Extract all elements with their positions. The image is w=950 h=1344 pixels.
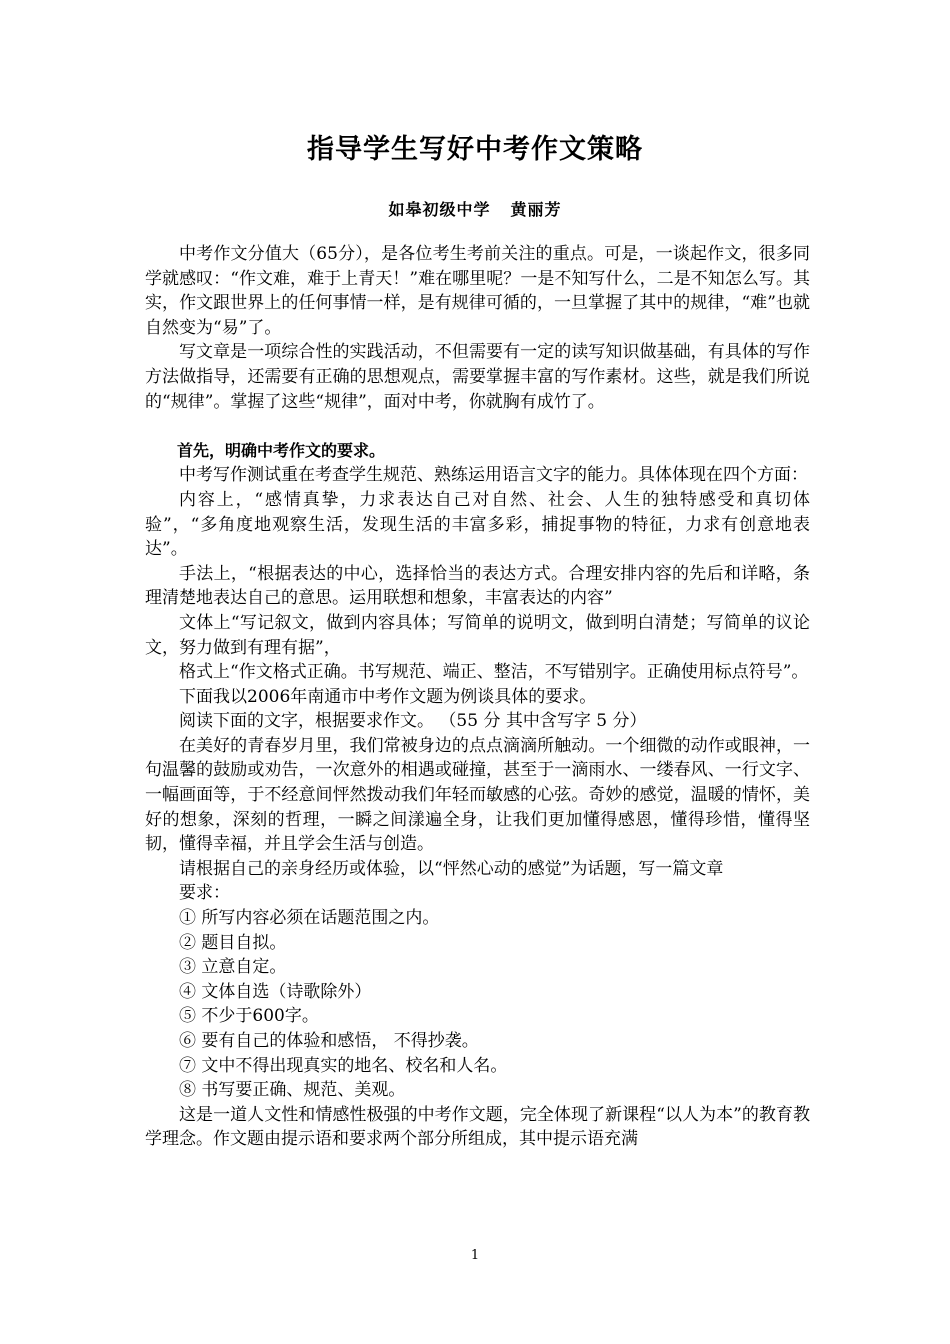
requirement-item: ⑤ 不少于600字。 [179,1006,319,1027]
section-heading: 首先，明确中考作文的要求。 [177,440,386,460]
prompt-paragraph: 在美好的青春岁月里，我们常被身边的点点滴滴所触动。一个细微的动作或眼神，一句温馨的鼓励或劝告，一次意外的相遇或碰撞，甚至于一滴雨水、一缕春风、一行文字、一幅画面等，于不经意间怦然拨动我们年轻而敏感的心弦。奇妙的感觉，温暖的情怀，美好的想象，深刻的哲理，一瞬之间漾遍全身，让我们更加懂得感恩，懂得珍惜，懂得坚韧，懂得幸福，并且学会生活与创造。 [145,735,810,855]
author-name: 黄丽芳 [510,200,562,219]
paragraph: 下面我以2006年南通市中考作文题为例谈具体的要求。 [179,686,597,707]
paragraph: 格式上“作文格式正确。书写规范、端正、整洁，不写错别字。正确使用标点符号”。 [179,662,809,683]
paragraph: 阅读下面的文字，根据要求作文。 （55 分 其中含写字 5 分） [179,711,647,732]
requirement-item: ① 所写内容必须在话题范围之内。 [179,908,440,929]
requirement-item: ④ 文体自选（诗歌除外） [179,981,372,1002]
page-number: 1 [470,1248,480,1263]
requirement-item: ⑧ 书写要正确、规范、美观。 [179,1080,406,1101]
requirement-item: ③ 立意自定。 [179,957,287,978]
requirement-item: ⑦ 文中不得出现真实的地名、校名和人名。 [179,1055,508,1076]
author-line [0,198,950,222]
document-body [145,242,810,1152]
paragraph: 写文章是一项综合性的实践活动，不但需要有一定的读写知识做基础，有具体的写作方法做指导，还需要有正确的思想观点，需要掌握丰富的写作素材。这些，就是我们所说的“规律”。掌握了这些“规律”，面对中考，你就胸有成竹了。 [145,342,810,412]
requirement-item: ⑥ 要有自己的体验和感悟， 不得抄袭。 [179,1031,479,1051]
requirements-label: 要求： [179,883,230,904]
paragraph: 内容上，“感情真挚，力求表达自己对自然、社会、人生的独特感受和真切体验”，“多角度地观察生活，发现生活的丰富多彩，捕捉事物的特征，力求有创意地表达”。 [145,489,810,560]
paragraph: 中考作文分值大（65分），是各位考生考前关注的重点。可是，一谈起作文，很多同学就感叹：“作文难，难于上青天！”难在哪里呢？一是不知写什么，二是不知怎么写。其实，作文跟世界上的任何事情一样，是有规律可循的，一旦掌握了其中的规律，“难”也就自然变为“易”了。 [145,244,810,338]
paragraph: 文体上“写记叙文，做到内容具体；写简单的说明文，做到明白清楚；写简单的议论文，努力做到有理有据”， [145,612,810,658]
author-school: 如皋初级中学 [388,200,491,219]
paragraph: 手法上，“根据表达的中心，选择恰当的表达方式。合理安排内容的先后和详略，条理清楚地表达自己的意思。运用联想和想象，丰富表达的内容” [145,563,810,609]
prompt-instruction: 请根据自己的亲身经历或体验，以“怦然心动的感觉”为话题，写一篇文章 [179,858,724,879]
paragraph: 中考写作测试重在考查学生规范、熟练运用语言文字的能力。具体体现在四个方面： [179,465,808,486]
document-title: 指导学生写好中考作文策略 [307,134,643,165]
requirement-item: ② 题目自拟。 [179,932,287,953]
paragraph: 这是一道人文性和情感性极强的中考作文题，完全体现了新课程“以人为本”的教育教学理念。作文题由提示语和要求两个部分所组成，其中提示语充满 [145,1104,810,1150]
